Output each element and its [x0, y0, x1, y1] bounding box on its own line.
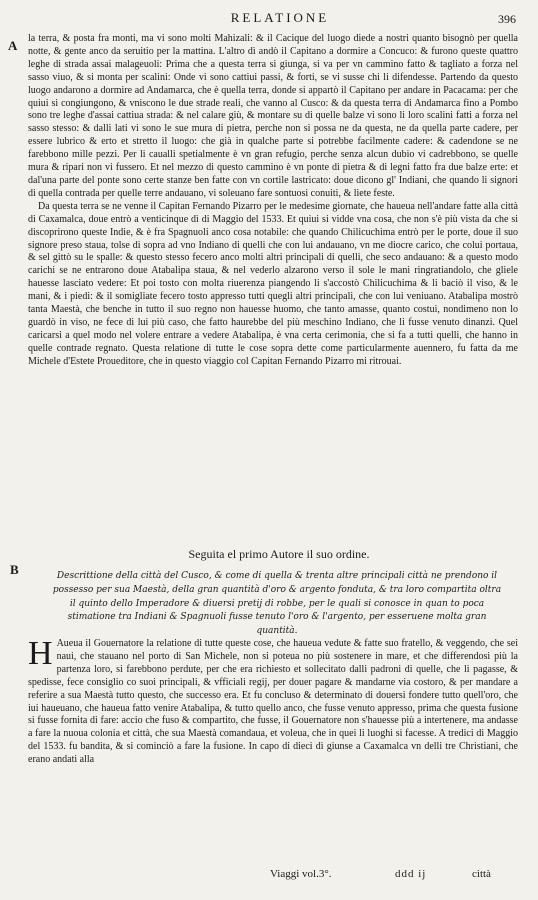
paragraph-1: la terra, & posta fra monti, ma vi sono molti Mahizali: & il Cacique del luogo diede a nostri quanto bisognò per quella notte, & gente anco da seruitio per la mattina. L'altro dì andò il Capitano a dormire a Concuco: & furono queste quattro leghe di strada assai malageuoli: Prima che a questa terra si giunga, si va per vn cammino fatto & tagliato a forza nel sasso viuo, & si monta per scalini: Onde vi sono cattiui passi, & forti, se vi susse chi li difendesse. Partendo da questo luogo andarono a dormire ad Andamarca, che è quella terra, donde si appartò il Capitano per andare in Pacacama: per che quiui si congiungono, & vniscono le due strade reali, che vanno al Cusco: & da questa terra di Andamarca fino a Pombo sono tre leghe d'assai cattiua strada: & nel calare giù, & montare su di quelle balze vi sono li loro scalini fatti a forza nel sasso stesso: & dalli lati vi sono le sue mura di pietra, perche non si possa ne da questa, ne da quella parte cadere, per essere lubrico & erto et stretto il luogo: che già in qualche parte si potrebbe facilmente cadere: & cadendone se ne farebbono mille pezzi. Per li caualli spetialmente è vn gran refugio, perche senza alcun dubio vi cadrebbono, se quelle mura & ripari non vi fussero. Et nel mezzo di questo cammino è vn ponte di pietra & di legni fatto fra due balze erte: et dal'una parte del ponte sono certe stanze ben fatte con vn cortile lastricato: doue dicono gl' Indiani, che quando li signori di quella contrada per quelle terre andauano, vi soleuano fare sontuosi conuiti, & liete feste.: [28, 33, 518, 199]
chapter-summary: Descrittione della città del Cusco, & come di quella & trenta altre principali città ne prendono il possesso per sua Maestà, della gran quantità d'oro & argento fonduta, & tra loro compartita oltra il quinto dello Imperadore & diuersi pretij di robbe, per le quali si conosce in quan to poca stimatione tra Indiani & Spagnuoli fusse tenuto l'oro & l'argento, per esseruene molta gran quantità.: [52, 571, 502, 637]
running-head: RELATIONE: [230, 10, 330, 25]
volume-line: Viaggi vol.3°.: [270, 868, 332, 880]
page-header: [40, 8, 520, 30]
drop-cap: H: [28, 635, 53, 672]
margin-letter-b: B: [10, 562, 19, 577]
paragraph-3: Aueua il Gouernatore la relatione di tutte queste cose, che haueua vedute & fatte suo fratello, & veggendo, che sei naui, che stauano nel porto di San Michele, non si poteua no più sostenere in mare, et che differendosi più la partenza loro, si farebbono perdute, per che era richiesto et sollecitato dalli padroni di quelle, che li pagasse, & spedisse, fece consiglio co suoi principali, & vfficiali regij, per douer pagare & mandarne via costoro, & per mandare a referire a sua Maestà tutto questo, che successo era. Et fu concluso & determinato di douersi fondere tutto quell'oro, che iui haueuano, che haueua fatto venire Atabalipa, & tutto quello anco, che fusse venuto appresso, prima che questa fusione si fusse fornita di fare: accio che fuso & compartito, che fusse, il Gouernatore non s'hauesse più a intertenere, ma andasse a fare la nuoua colonia et città, che sua Maestà comandaua, et voleua, che in quei li luoghi si facesse. A tredici di Maggio del 1533. fu bandita, & si cominciò a fare la fusione. In capo di dieci dì giunse a Caxamalca vn delli tre Christiani, che erano andati alla: [28, 638, 518, 766]
body-text-bottom: [28, 635, 518, 767]
section-title: Seguita el primo Autore il suo ordine.: [188, 547, 370, 561]
body-text-top: [28, 33, 518, 369]
margin-letter-a: A: [8, 38, 18, 53]
page-number: 396: [498, 12, 516, 26]
catchword: città: [472, 868, 491, 880]
page-footer: [150, 868, 500, 886]
signature-mark: ddd ij: [395, 868, 427, 880]
paragraph-2: Da questa terra se ne venne il Capitan Fernando Pizarro per le medesime giornate, che haueua nell'andare fatte alla città di Caxamalca, doue entrò a venticinque dì di Maggio del 1533. Et quiui si vidde vna cosa, che non s'è più vista da che si discoprirono queste Indie, & è fra Spagnuoli anco cosa notabile: che quando Chilicuchima entrò per le porte, doue il suo signore preso staua, tolse di sopra ad vno Indiano di quelli che con lui andauano, vn me diocre carico, che colui portaua, & sel gittò su le spalle: & questo stesso fecero anco molti altri principali di quelli, che seco andauano: & a questo modo carichi se ne entrarono doue Atabalipa staua, & nel vederlo alzarono verso il sole le mani ringratiandolo, che gliele hauesse lasciato vedere: Et poi tosto con molta riuerenza piangendo li s'accostò Chilicuchima & li baciò il viso, & le mani, & i piedi: & il somigliate fecero tosto appresso tutti quegli altri principali, che con lui veniuano. Atabalipa mostrò tanta Maestà, che benche in tutto il suo regno non hauesse huomo, che tanto amasse, quanto costui, nondimeno non lo guardò in viso, ne fece di lui più caso, che fatto haurebbe del più meschino Indiano, che li fusse venuto dinanzi. Quel caricarsi a quel modo nel volere entrare a vedere Atabalipa, è vna certa cerimonia, che si fa a tutti quelli, che hanno in quelle contrade regnato. Questa relatione di tutte le cose sopra dette come particularmente auennero, fu fatta da me Michele d'Estete Proueditore, che in questo viaggio col Capitan Fernando Pizarro mi ritrouai.: [28, 200, 518, 367]
